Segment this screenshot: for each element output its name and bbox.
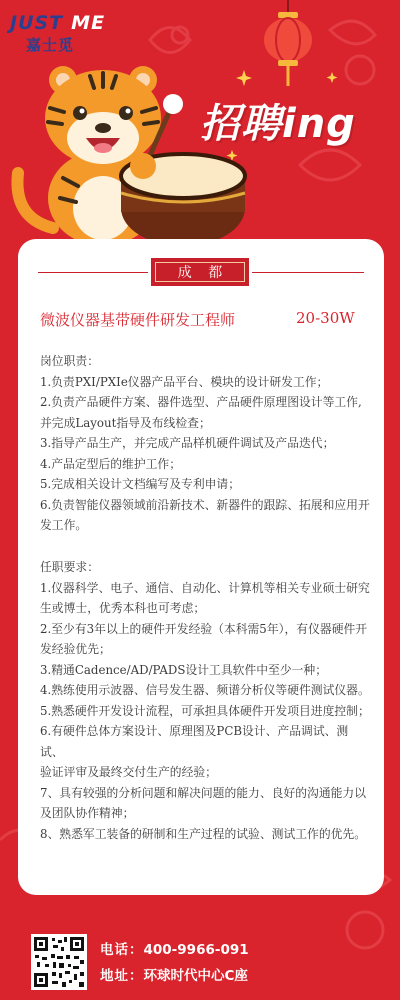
requirement-line: 1.仪器科学、电子、通信、自动化、计算机等相关专业硕士研究 (40, 580, 370, 595)
duty-line: 发工作。 (40, 518, 88, 532)
city-label: 成 都 (177, 265, 229, 281)
requirement-line: 及团队协作精神； (40, 806, 135, 820)
tiger-illustration (8, 58, 253, 248)
requirements-section (40, 557, 370, 844)
duties-heading: 岗位职责： (40, 354, 99, 368)
headline-recruiting: 招聘ing (200, 101, 356, 147)
requirement-line: 3.精通Cadence/AD/PADS设计工具软件中至少一种； (40, 662, 328, 677)
requirements-heading: 任职要求： (40, 560, 99, 574)
requirement-line: 2.至少有3年以上的硬件开发经验（本科需5年），有仪器硬件开 (40, 621, 368, 636)
phone-number[interactable]: 400-9966-091 (143, 942, 249, 958)
requirement-line: 验证评审及最终交付生产的经验； (40, 765, 217, 779)
city-badge (151, 258, 249, 286)
requirement-line: 生或博士，优秀本科也可考虑； (40, 601, 206, 615)
contact-address (100, 964, 248, 984)
logo-chinese: 嘉士觅 (26, 36, 75, 54)
brand-logo (10, 10, 105, 55)
contact-phone (100, 938, 249, 958)
logo-english (10, 12, 105, 34)
logo-just: JUST (10, 12, 64, 34)
duty-line: 1.负责PXI/PXIe仪器产品平台、模块的设计研发工作； (40, 374, 329, 389)
address-label: 地址： (100, 968, 144, 984)
requirement-line: 发经验优先； (40, 642, 111, 656)
duty-line: 3.指导产品生产，并完成产品样机硬件调试及产品迭代； (40, 436, 335, 450)
requirement-line: 5.熟悉硬件开发设计流程，可承担具体硬件开发项目进度控制； (40, 703, 370, 718)
divider-left (38, 272, 148, 273)
duty-line: 5.完成相关设计文档编写及专利申请； (40, 477, 241, 491)
phone-label: 电话： (100, 942, 144, 958)
duties-section (40, 351, 370, 536)
address-text: 环球时代中心C座 (143, 968, 248, 984)
requirement-line: 7、具有较强的分析问题和解决问题的能力、良好的沟通能力以 (40, 785, 367, 800)
job-card (18, 239, 384, 895)
divider-right (252, 272, 364, 273)
duty-line: 4.产品定型后的维护工作； (40, 456, 182, 471)
duty-line: 并完成Layout指导及布线检查； (40, 415, 211, 430)
logo-me: ME (71, 12, 106, 34)
requirement-line: 6.有硬件总体方案设计、原理图及PCB设计、产品调试、测试、 (40, 724, 349, 759)
duty-line: 6.负责智能仪器领域前沿新技术、新器件的跟踪、拓展和应用开 (40, 497, 370, 512)
salary: 20-30W (296, 309, 355, 327)
job-title: 微波仪器基带硬件研发工程师 (40, 311, 236, 329)
lantern-icon (258, 0, 318, 90)
requirement-line: 8、熟悉军工装备的研制和生产过程的试验、测试工作的优先。 (40, 826, 367, 841)
qr-code[interactable] (31, 934, 87, 990)
requirement-line: 4.熟练使用示波器、信号发生器、频谱分析仪等硬件测试仪器。 (40, 683, 370, 697)
duty-line: 2.负责产品硬件方案、器件选型、产品硬件原理图设计等工作, (40, 395, 362, 409)
